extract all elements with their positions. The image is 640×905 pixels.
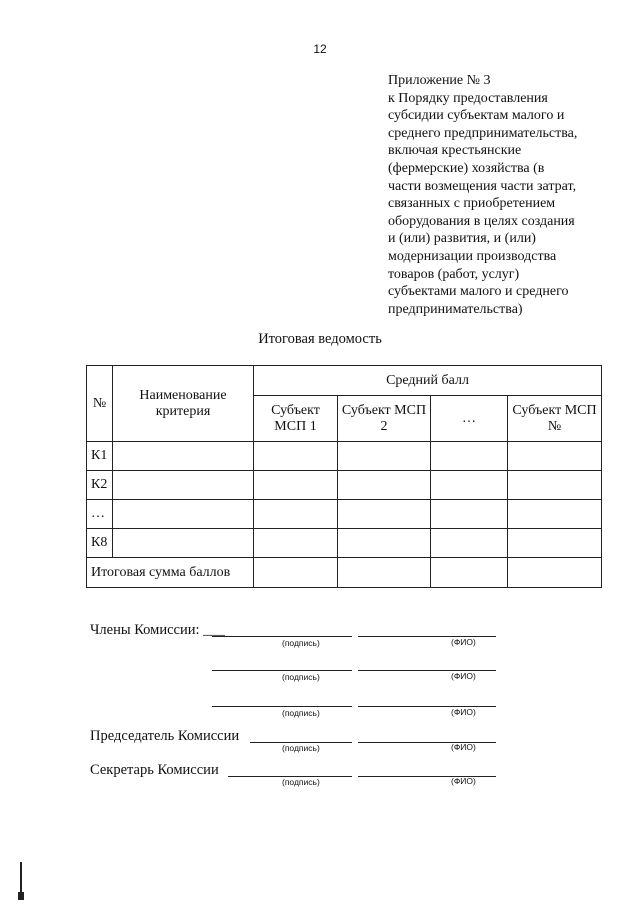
table-cell	[254, 442, 338, 471]
signature-caption: (подпись)	[282, 638, 320, 648]
table-cell	[431, 471, 508, 500]
appendix-line: оборудования в целях создания	[388, 213, 575, 229]
name-caption: (ФИО)	[451, 707, 476, 717]
document-title: Итоговая ведомость	[258, 331, 382, 347]
header-subject: Субъект МСП 1	[254, 396, 338, 442]
table-row	[87, 442, 602, 471]
name-line	[358, 742, 496, 743]
appendix-line: субсидии субъектам малого и	[388, 108, 565, 124]
name-caption: (ФИО)	[451, 742, 476, 752]
table-total-row	[87, 558, 602, 588]
appendix-line: части возмещения части затрат,	[388, 178, 577, 194]
appendix-line: среднего предпринимательства,	[388, 125, 578, 141]
table-cell	[113, 529, 254, 558]
signature-caption: (подпись)	[282, 708, 320, 718]
header-subject: Субъект МСП №	[508, 396, 602, 442]
table-cell	[338, 442, 431, 471]
table-cell	[508, 529, 602, 558]
table-cell	[338, 558, 431, 588]
signature-caption: (подпись)	[282, 777, 320, 787]
table-cell	[254, 558, 338, 588]
appendix-line: предпринимательства)	[388, 301, 523, 317]
members-label: Члены Комиссии: ___	[90, 622, 225, 638]
header-average-score: Средний балл	[254, 366, 602, 396]
table-cell	[254, 500, 338, 529]
appendix-line: (фермерские) хозяйства (в	[388, 160, 545, 176]
signature-line	[212, 636, 352, 637]
row-label: К8	[87, 529, 113, 558]
table-cell	[113, 442, 254, 471]
table-header-row	[87, 366, 602, 396]
row-label: К2	[87, 471, 113, 500]
table-cell	[431, 529, 508, 558]
table-cell	[254, 471, 338, 500]
appendix-header	[388, 72, 628, 318]
name-line	[358, 706, 496, 707]
name-line	[358, 636, 496, 637]
table-cell	[508, 442, 602, 471]
table-cell	[338, 529, 431, 558]
appendix-line: связанных с приобретением	[388, 196, 556, 212]
appendix-line: Приложение № 3	[388, 73, 491, 88]
table-cell	[338, 500, 431, 529]
signature-caption: (подпись)	[282, 672, 320, 682]
appendix-line: к Порядку предоставления	[388, 90, 548, 106]
table-row	[87, 529, 602, 558]
header-subject: …	[431, 396, 508, 442]
appendix-line: и (или) развития, и (или)	[388, 231, 536, 247]
header-subject: Субъект МСП 2	[338, 396, 431, 442]
signature-line	[250, 742, 352, 743]
signature-line	[212, 670, 352, 671]
table-cell	[508, 500, 602, 529]
summary-table	[86, 365, 602, 588]
appendix-line: включая крестьянские	[388, 143, 522, 159]
table-cell	[113, 500, 254, 529]
row-label: К1	[87, 442, 113, 471]
row-label: …	[87, 500, 113, 529]
secretary-label: Секретарь Комиссии	[90, 762, 219, 778]
table-row	[87, 471, 602, 500]
table-cell	[508, 558, 602, 588]
name-caption: (ФИО)	[451, 671, 476, 681]
name-line	[358, 776, 496, 777]
table-cell	[338, 471, 431, 500]
appendix-line: субъектами малого и среднего	[388, 284, 569, 300]
signature-line	[212, 706, 352, 707]
signature-line	[228, 776, 352, 777]
name-line	[358, 670, 496, 671]
total-label: Итоговая сумма баллов	[87, 558, 254, 588]
scan-edge-mark	[20, 862, 22, 900]
table-cell	[508, 471, 602, 500]
name-caption: (ФИО)	[451, 776, 476, 786]
table-cell	[431, 558, 508, 588]
table-row	[87, 500, 602, 529]
chairman-label: Председатель Комиссии	[90, 728, 240, 744]
name-caption: (ФИО)	[451, 637, 476, 647]
table-cell	[254, 529, 338, 558]
table-cell	[431, 442, 508, 471]
page-number: 12	[313, 42, 327, 56]
table-cell	[431, 500, 508, 529]
appendix-line: модернизации производства	[388, 248, 557, 264]
appendix-line: товаров (работ, услуг)	[388, 266, 520, 282]
table-cell	[113, 471, 254, 500]
header-criterion: Наименование критерия	[113, 366, 254, 442]
signature-caption: (подпись)	[282, 743, 320, 753]
header-number: №	[87, 366, 113, 442]
